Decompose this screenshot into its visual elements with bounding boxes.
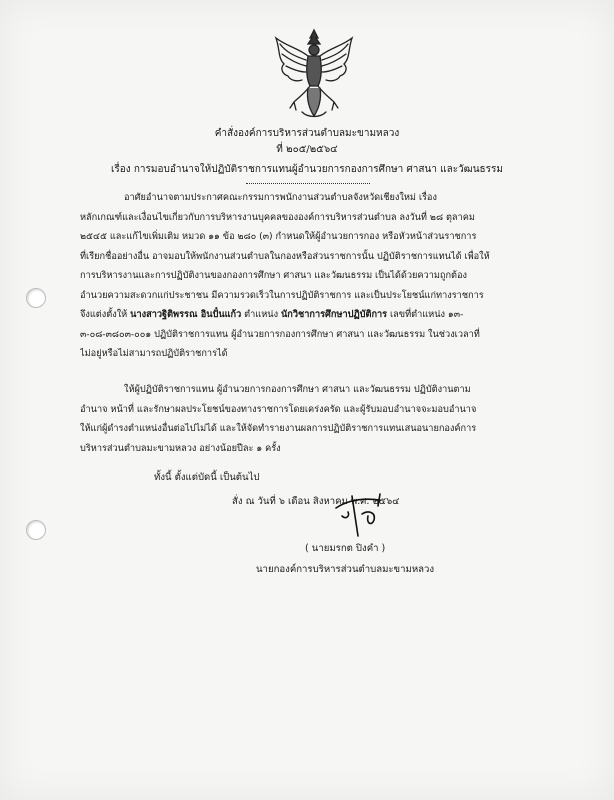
effective-statement: ทั้งนี้ ตั้งแต่บัดนี้ เป็นต้นไป: [154, 472, 260, 483]
paragraph-1-line-9: ไม่อยู่หรือไม่สามารถปฏิบัติราชการได้: [80, 348, 228, 359]
separator-dotted-line: [246, 183, 370, 184]
issuer-line: คำสั่งองค์การบริหารส่วนตำบลมะขามหลวง: [214, 128, 400, 139]
appointee-name: นางสาวฐิติพรรณ อินปั๋นแก้ว: [130, 309, 242, 320]
subject-line: เรื่อง การมอบอำนาจให้ปฏิบัติราชการแทนผู้อำนวยการกองการศึกษา ศาสนา และวัฒนธรรม: [110, 164, 503, 175]
paragraph-1: [80, 188, 548, 364]
paragraph-1-line-7: [80, 305, 548, 325]
paragraph-1-line-3: ๒๕๔๕ และแก้ไขเพิ่มเติม หมวด ๑๑ ข้อ ๒๘๐ (๓) กำหนดให้ผู้อำนวยการกอง หรือหัวหน้าส่วนราชการ: [80, 231, 477, 242]
paragraph-1-line-5: การบริหารงานและการปฏิบัติงานของกองการศึกษา ศาสนา และวัฒนธรรม เป็นได้ด้วยความถูกต้อง: [80, 270, 468, 281]
position-number-prefix: เลขที่ตำแหน่ง ๑๓-: [387, 309, 464, 320]
order-number: ที่ ๒๐๕/๒๕๖๔: [276, 144, 338, 155]
signer-name: ( นายมรกต ปิงคำ ): [305, 543, 386, 554]
paragraph-2-line-1: ให้ผู้ปฏิบัติราชการแทน ผู้อำนวยการกองการศึกษา ศาสนา และวัฒนธรรม ปฏิบัติงานตาม: [124, 384, 471, 395]
paragraph-1-line-6: อำนวยความสะดวกแก่ประชาชน มีความรวดเร็วในการปฏิบัติราชการ และเป็นประโยชน์แก่ทางราชการ: [80, 289, 484, 301]
signer-title: นายกองค์การบริหารส่วนตำบลมะขามหลวง: [256, 564, 435, 575]
punch-hole-top: [26, 288, 46, 308]
paragraph-2-line-2: อำนาจ หน้าที่ และรักษาผลประโยชน์ของทางราชการโดยเคร่งครัด และผู้รับมอบอำนาจจะมอบอำนาจ: [80, 403, 477, 415]
paragraph-2: [80, 380, 548, 458]
appointee-position: นักวิชาการศึกษาปฏิบัติการ: [280, 309, 388, 320]
paragraph-1-line-8: ๓-๐๘-๓๘๐๓-๐๐๑ ปฏิบัติราชการแทน ผู้อำนวยการกองการศึกษา ศาสนา และวัฒนธรรม ในช่วงเวลาที่: [80, 328, 480, 340]
punch-hole-bottom: [26, 520, 46, 540]
paragraph-1-line-4: ที่เรียกชื่ออย่างอื่น อาจมอบให้พนักงานส่วนตำบลในกองหรือส่วนราชการนั้น ปฏิบัติราชการแทนได้ เพื่อให้: [80, 250, 490, 262]
paragraph-2-line-3: ให้แก่ผู้ดำรงตำแหน่งอื่นต่อไปไม่ได้ และให้จัดทำรายงานผลการปฏิบัติราชการแทนเสนอนายกองค์การ: [80, 423, 477, 434]
handwritten-signature-icon: [328, 486, 398, 542]
paragraph-1-line-2: หลักเกณฑ์และเงื่อนไขเกี่ยวกับการบริหารงานบุคคลขององค์การบริหารส่วนตำบล ลงวันที่ ๒๘ ตุลาคม: [80, 211, 475, 223]
paragraph-1-line-1: อาศัยอำนาจตามประกาศคณะกรรมการพนักงานส่วนตำบลจังหวัดเชียงใหม่ เรื่อง: [124, 192, 437, 203]
position-prefix: ตำแหน่ง: [241, 309, 281, 320]
garuda-emblem-icon: [272, 28, 356, 120]
appoint-prefix: จึงแต่งตั้งให้: [80, 309, 131, 320]
order-date: สั่ง ณ วันที่ ๖ เดือน สิงหาคม พ.ศ. ๒๕๖๔: [232, 496, 400, 507]
paragraph-2-line-4: บริหารส่วนตำบลมะขามหลวง อย่างน้อยปีละ ๑ ครั้ง: [80, 442, 281, 454]
